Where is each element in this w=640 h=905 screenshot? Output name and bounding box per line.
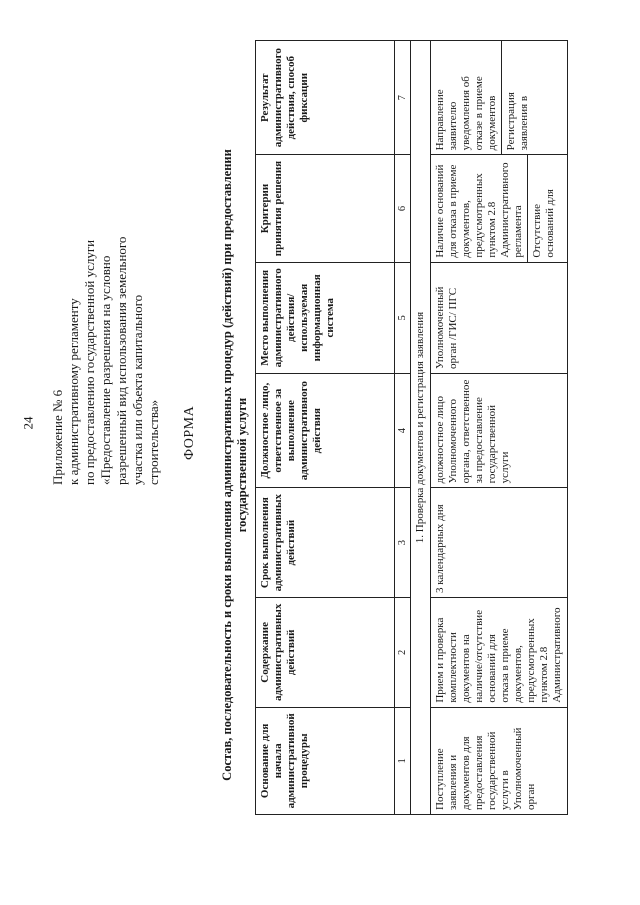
cell-place: Уполномоченный орган /ГИС/ ПГС xyxy=(431,262,568,373)
column-number: 3 xyxy=(395,488,411,598)
appendix-line: разрешенный вид использования земельного xyxy=(114,236,129,485)
cell-criteria xyxy=(431,155,568,262)
cell-term: 3 календарных дня xyxy=(431,488,568,598)
column-number: 4 xyxy=(395,373,411,487)
table-title: Состав, последовательность и сроки выполнения административных процедур (действий) при предоставлении государственной услуги xyxy=(220,149,249,781)
column-header: Содержание административных действий xyxy=(256,598,395,708)
section-row xyxy=(411,41,431,815)
section-title: 1. Проверка документов и регистрация заявления xyxy=(411,41,431,815)
column-header: Место выполнения административного действия/ используемая информационная система xyxy=(256,262,395,373)
table-row xyxy=(431,41,568,815)
procedures-table xyxy=(255,40,568,815)
column-header: Срок выполнения административных действий xyxy=(256,488,395,598)
cell-basis: Поступление заявления и документов для предоставления государственной услуги в Уполномоченный орган xyxy=(431,707,568,814)
result-refusal: Направление заявителю уведомления об отказе в приеме документов xyxy=(434,76,498,151)
column-header: Результат административного действия, способ фиксации xyxy=(256,41,395,155)
appendix-line: по предоставлению государственной услуги xyxy=(82,239,97,485)
appendix-line: строительства» xyxy=(146,399,161,485)
result-registration: Регистрация заявления в xyxy=(501,41,531,154)
column-number: 7 xyxy=(395,41,411,155)
form-title: ФОРМА xyxy=(182,405,197,460)
column-number: 5 xyxy=(395,262,411,373)
column-header: Должностное лицо, ответственное за выполнение административного действия xyxy=(256,373,395,487)
column-number: 2 xyxy=(395,598,411,708)
table-header-row xyxy=(256,41,395,815)
appendix-line: Приложение № 6 xyxy=(50,389,65,485)
page-number: 24 xyxy=(20,416,36,430)
column-number: 6 xyxy=(395,155,411,262)
column-header: Критерии принятия решения xyxy=(256,155,395,262)
column-header: Основание для начала административной процедуры xyxy=(256,707,395,814)
cell-official: должностное лицо Уполномоченного органа, ответственное за предоставление государственной услуги xyxy=(431,373,568,487)
criteria-no-grounds: Отсутствие оснований для xyxy=(527,155,557,261)
cell-content: Прием и проверка комплектности документов на наличие/отсутствие оснований для отказа в приеме документов, предусмотренных пунктом 2.8 Административного xyxy=(431,598,568,708)
column-number-row xyxy=(395,41,411,815)
column-number: 1 xyxy=(395,707,411,814)
criteria-refusal: Наличие оснований для отказа в приеме документов, предусмотренных пунктом 2.8 Административного регламента xyxy=(434,162,524,258)
cell-result xyxy=(431,41,568,155)
appendix-line: «Предоставление разрешения на условно xyxy=(98,255,113,485)
appendix-line: к административному регламенту xyxy=(66,298,81,485)
appendix-line: участка или объекта капитального xyxy=(130,294,145,485)
appendix-heading xyxy=(50,65,162,485)
